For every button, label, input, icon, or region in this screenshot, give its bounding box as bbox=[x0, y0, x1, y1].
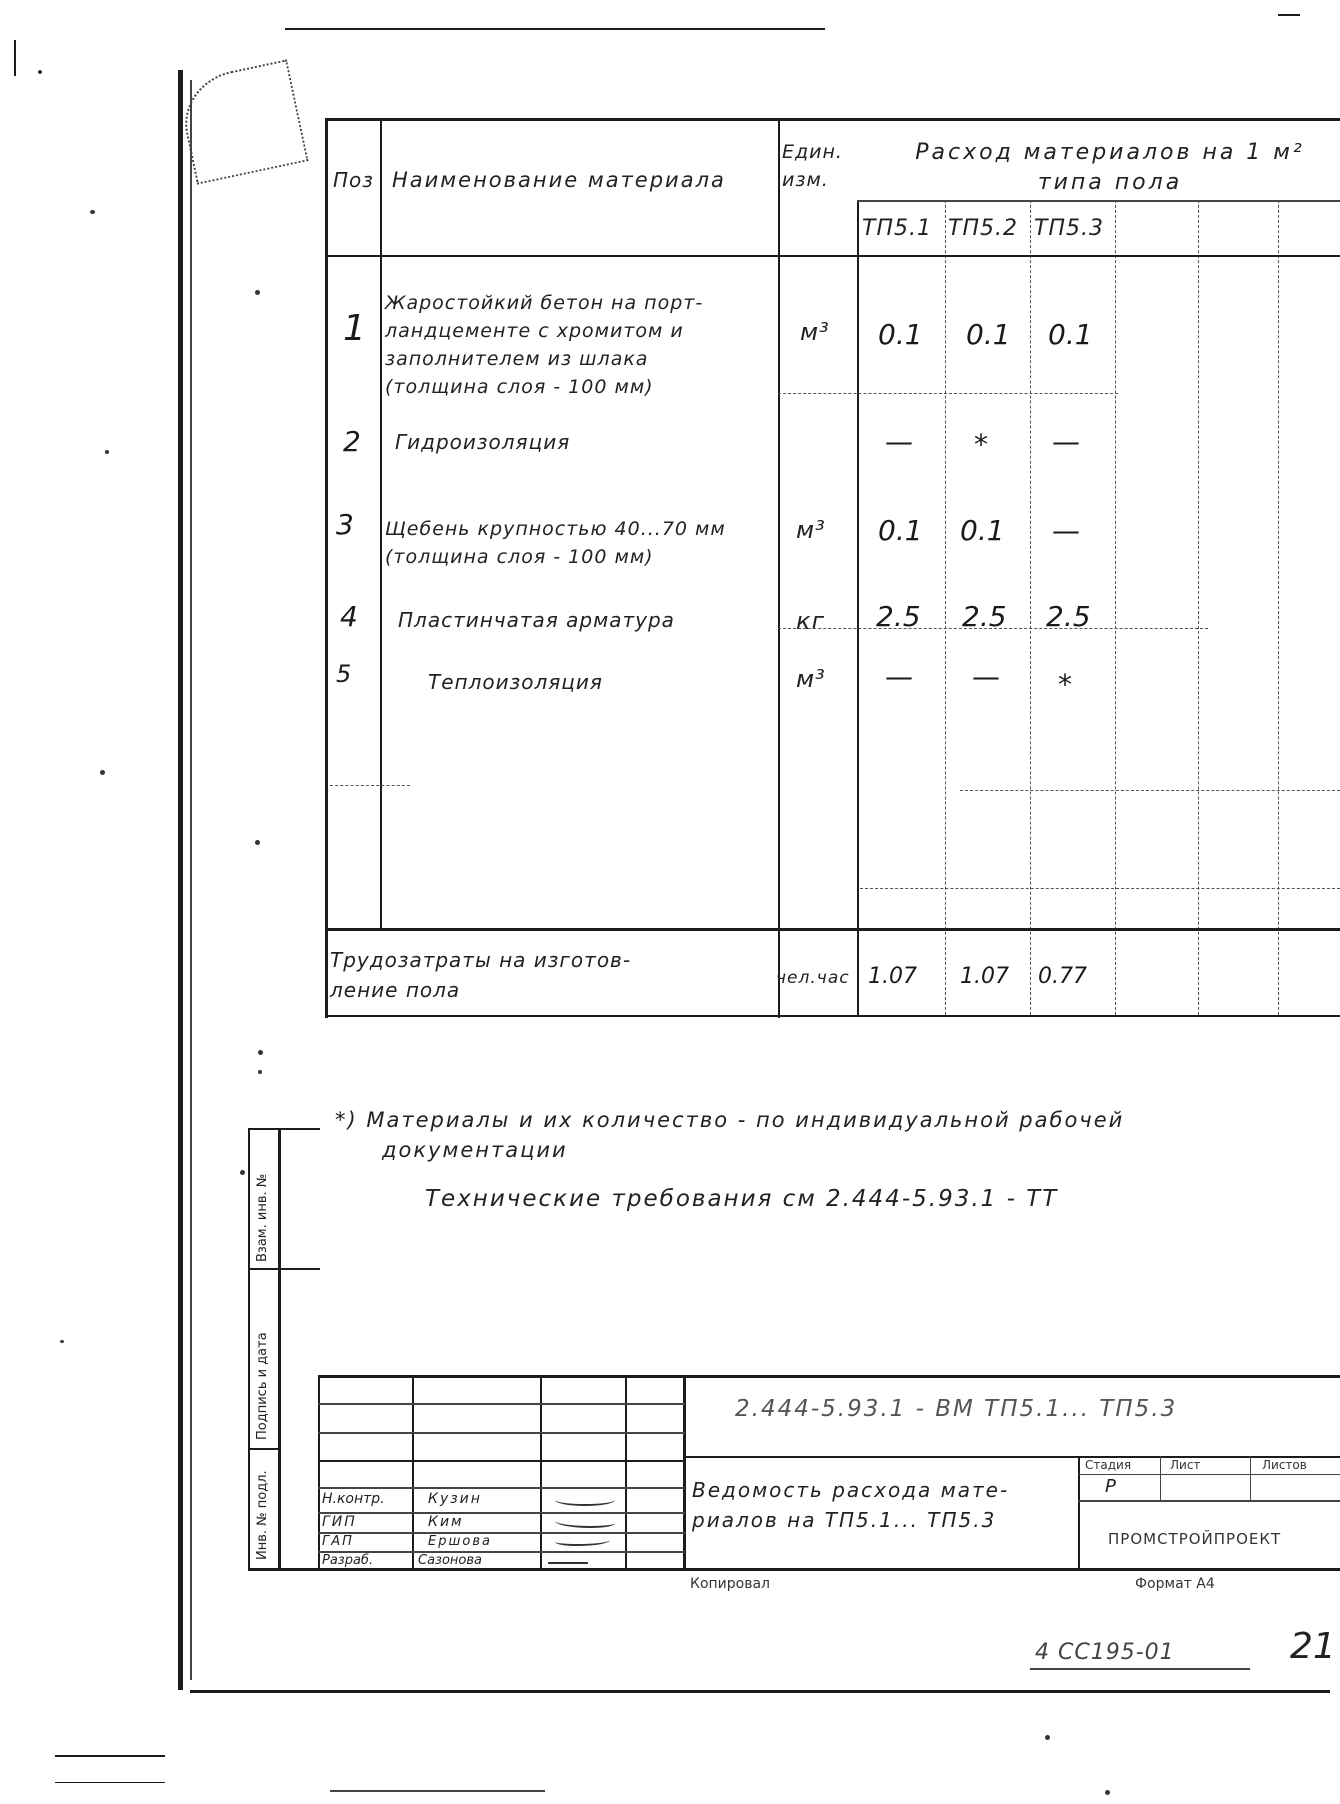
speck bbox=[60, 1340, 64, 1343]
row-3-name-line-2: (толщина слоя - 100 мм) bbox=[385, 546, 654, 568]
tb-sig-role-1: Н.контр. bbox=[322, 1491, 385, 1507]
speck bbox=[105, 450, 109, 454]
frame-left-line-inner bbox=[190, 80, 192, 1680]
frame-left-line bbox=[178, 70, 183, 1690]
row-1-value-1: 0.1 bbox=[878, 318, 923, 351]
speck bbox=[258, 1070, 262, 1074]
labor-unit: чел.час bbox=[776, 968, 850, 988]
tb-sig-row-5 bbox=[318, 1512, 685, 1514]
tb-code-bottom bbox=[683, 1456, 1340, 1458]
row-4-value-1: 2.5 bbox=[876, 600, 921, 633]
speck bbox=[1105, 1790, 1110, 1795]
row-1-pos: 1 bbox=[343, 308, 366, 349]
tb-stage-label: Стадия bbox=[1085, 1458, 1132, 1472]
tb-code: 2.444-5.93.1 - ВМ ТП5.1... ТП5.3 bbox=[735, 1396, 1178, 1422]
side-stamp-top bbox=[248, 1128, 320, 1130]
empty-row-dash-1 bbox=[330, 785, 410, 786]
header-type-2: ТП5.2 bbox=[948, 216, 1018, 241]
frame-top-stroke bbox=[285, 28, 825, 30]
side-stamp-sep-1 bbox=[248, 1268, 320, 1270]
format-label: Формат А4 bbox=[1135, 1576, 1215, 1592]
row-5-value-1: — bbox=[885, 660, 913, 693]
empty-row-dash-2 bbox=[960, 790, 1340, 791]
bottom-stroke bbox=[330, 1790, 545, 1792]
row-4-unit: кг bbox=[796, 607, 826, 635]
tb-top bbox=[318, 1375, 1340, 1378]
tb-stage-row-1 bbox=[1078, 1474, 1340, 1475]
bottom-left-stroke-2 bbox=[55, 1782, 165, 1783]
row-5-name: Теплоизоляция bbox=[428, 670, 603, 694]
frame-bottom-line bbox=[190, 1690, 1330, 1693]
tb-sig-role-3: ГАП bbox=[322, 1534, 354, 1549]
row-4-value-2: 2.5 bbox=[962, 600, 1007, 633]
col-sep-tp2 bbox=[1030, 200, 1031, 1015]
row-2-value-3: — bbox=[1052, 425, 1080, 458]
side-stamp-label-1: Взам. инв. № bbox=[255, 1173, 270, 1262]
speck bbox=[255, 840, 260, 845]
row-1-value-2: 0.1 bbox=[966, 318, 1011, 351]
side-stamp-label-3: Инв. № подл. bbox=[255, 1470, 270, 1560]
speck bbox=[90, 210, 95, 214]
tb-sig-row-2 bbox=[318, 1432, 685, 1434]
header-name: Наименование материала bbox=[392, 168, 726, 192]
copied-label: Копировал bbox=[690, 1576, 770, 1592]
speck bbox=[38, 70, 42, 74]
header-bottom-line bbox=[325, 255, 1340, 257]
col-sep-5 bbox=[1278, 200, 1279, 1015]
row-1-name-line-4: (толщина слоя - 100 мм) bbox=[385, 376, 654, 398]
speck bbox=[100, 770, 105, 775]
row-4-value-3: 2.5 bbox=[1046, 600, 1091, 633]
header-consumption: Расход материалов на 1 м² типа пола bbox=[915, 140, 1305, 195]
labor-name-line-2: ление пола bbox=[330, 978, 461, 1002]
archive-number: 4 CC195-01 bbox=[1035, 1640, 1175, 1665]
row-4-pos: 4 bbox=[340, 600, 358, 633]
side-stamp-sep-2 bbox=[248, 1448, 280, 1450]
row-1-separator bbox=[778, 393, 1118, 394]
empty-row-dash-3 bbox=[860, 888, 1340, 889]
tb-title-line-2: риалов на ТП5.1... ТП5.3 bbox=[692, 1508, 997, 1532]
tb-stage-col-1 bbox=[1160, 1456, 1161, 1500]
row-3-name-line-1: Щебень крупностью 40...70 мм bbox=[385, 518, 726, 540]
row-3-value-1: 0.1 bbox=[878, 514, 923, 547]
row-4-name: Пластинчатая арматура bbox=[398, 608, 675, 632]
row-5-unit: м³ bbox=[796, 665, 826, 693]
tech-requirements: Технические требования см 2.444-5.93.1 - ТТ bbox=[425, 1186, 1059, 1212]
tb-sheets-label: Листов bbox=[1262, 1458, 1307, 1472]
labor-top-line bbox=[325, 928, 1340, 931]
top-right-dash bbox=[1278, 14, 1300, 16]
header-type-1: ТП5.1 bbox=[862, 216, 932, 241]
labor-value-2: 1.07 bbox=[960, 964, 1009, 989]
page-number: 21 bbox=[1290, 1626, 1336, 1667]
tb-org: ПРОМСТРОЙПРОЕКТ bbox=[1108, 1530, 1282, 1548]
header-unit: Един. изм. bbox=[782, 141, 843, 191]
col-sep-unit bbox=[857, 200, 859, 1015]
row-2-value-2: * bbox=[974, 428, 988, 461]
tb-sheet-label: Лист bbox=[1170, 1458, 1201, 1472]
row-4-separator bbox=[778, 628, 1208, 629]
header-type-3: ТП5.3 bbox=[1034, 216, 1104, 241]
row-5-pos: 5 bbox=[336, 660, 352, 688]
header-pos: Поз bbox=[333, 168, 374, 192]
row-5-value-3: * bbox=[1058, 668, 1072, 701]
row-2-pos: 2 bbox=[343, 425, 361, 458]
labor-value-3: 0.77 bbox=[1038, 964, 1087, 989]
footnote-line-2: документации bbox=[382, 1138, 568, 1162]
speck bbox=[258, 1050, 263, 1055]
footnote-line-1: *) Материалы и их количество - по индивидуальной рабочей bbox=[335, 1108, 1125, 1132]
tb-sig-name-1: Кузин bbox=[428, 1491, 482, 1507]
col-sep-name bbox=[778, 118, 780, 1018]
corner-stamp bbox=[175, 59, 308, 184]
side-stamp-label-2: Подпись и дата bbox=[255, 1332, 270, 1440]
row-1-value-3: 0.1 bbox=[1048, 318, 1093, 351]
col-sep-pos bbox=[380, 118, 382, 928]
archive-underline bbox=[1030, 1668, 1250, 1670]
row-3-value-2: 0.1 bbox=[960, 514, 1005, 547]
labor-bottom-line bbox=[325, 1015, 1340, 1017]
side-stamp-right-border bbox=[278, 1128, 281, 1568]
row-3-unit: м³ bbox=[796, 516, 826, 544]
col-sep-tp1 bbox=[945, 200, 946, 1015]
tb-sig-role-2: ГИП bbox=[322, 1514, 357, 1530]
tb-sig-name-3: Ершова bbox=[428, 1534, 492, 1549]
row-1-name-line-1: Жаростойкий бетон на порт- bbox=[385, 292, 704, 314]
tb-stage-col-2 bbox=[1250, 1456, 1251, 1500]
tb-sig-row-4 bbox=[318, 1487, 685, 1489]
row-5-value-2: — bbox=[972, 660, 1000, 693]
left-corner-mark bbox=[14, 40, 16, 76]
bottom-left-stroke bbox=[55, 1755, 165, 1757]
row-1-name-line-2: ландцементе с хромитом и bbox=[385, 320, 684, 342]
tb-sig-role-4: Разраб. bbox=[322, 1553, 374, 1568]
row-3-pos: 3 bbox=[336, 508, 354, 541]
tb-sig-row-1 bbox=[318, 1403, 685, 1405]
signature-scribble-1 bbox=[555, 1494, 615, 1506]
speck bbox=[240, 1170, 245, 1175]
row-2-value-1: — bbox=[885, 425, 913, 458]
tb-title-line-1: Ведомость расхода мате- bbox=[692, 1478, 1010, 1502]
header-subline bbox=[857, 200, 1340, 202]
tb-sig-row-3 bbox=[318, 1460, 685, 1462]
speck bbox=[1045, 1735, 1050, 1740]
speck bbox=[255, 290, 260, 295]
row-1-name-line-3: заполнителем из шлака bbox=[385, 348, 649, 370]
labor-name-line-1: Трудозатраты на изготов- bbox=[330, 948, 632, 972]
col-sep-4 bbox=[1198, 200, 1199, 1015]
row-2-name: Гидроизоляция bbox=[395, 430, 571, 454]
tb-sig-name-2: Ким bbox=[428, 1514, 464, 1530]
col-sep-tp3 bbox=[1115, 200, 1116, 1015]
tb-sig-row-6 bbox=[318, 1532, 685, 1534]
tb-sig-name-4: Сазонова bbox=[418, 1553, 482, 1568]
table-top-border bbox=[325, 118, 1340, 121]
row-3-value-3: — bbox=[1052, 514, 1080, 547]
tb-stage-value: Р bbox=[1105, 1476, 1118, 1497]
table-left-border bbox=[325, 118, 328, 1018]
tb-stage-row-2 bbox=[1078, 1500, 1340, 1502]
signature-scribble-3 bbox=[555, 1536, 610, 1546]
signature-scribble-2 bbox=[555, 1516, 615, 1528]
labor-value-1: 1.07 bbox=[868, 964, 917, 989]
side-stamp-left-border bbox=[248, 1128, 250, 1568]
signature-scribble-4 bbox=[548, 1554, 588, 1564]
row-1-unit: м³ bbox=[800, 318, 830, 346]
